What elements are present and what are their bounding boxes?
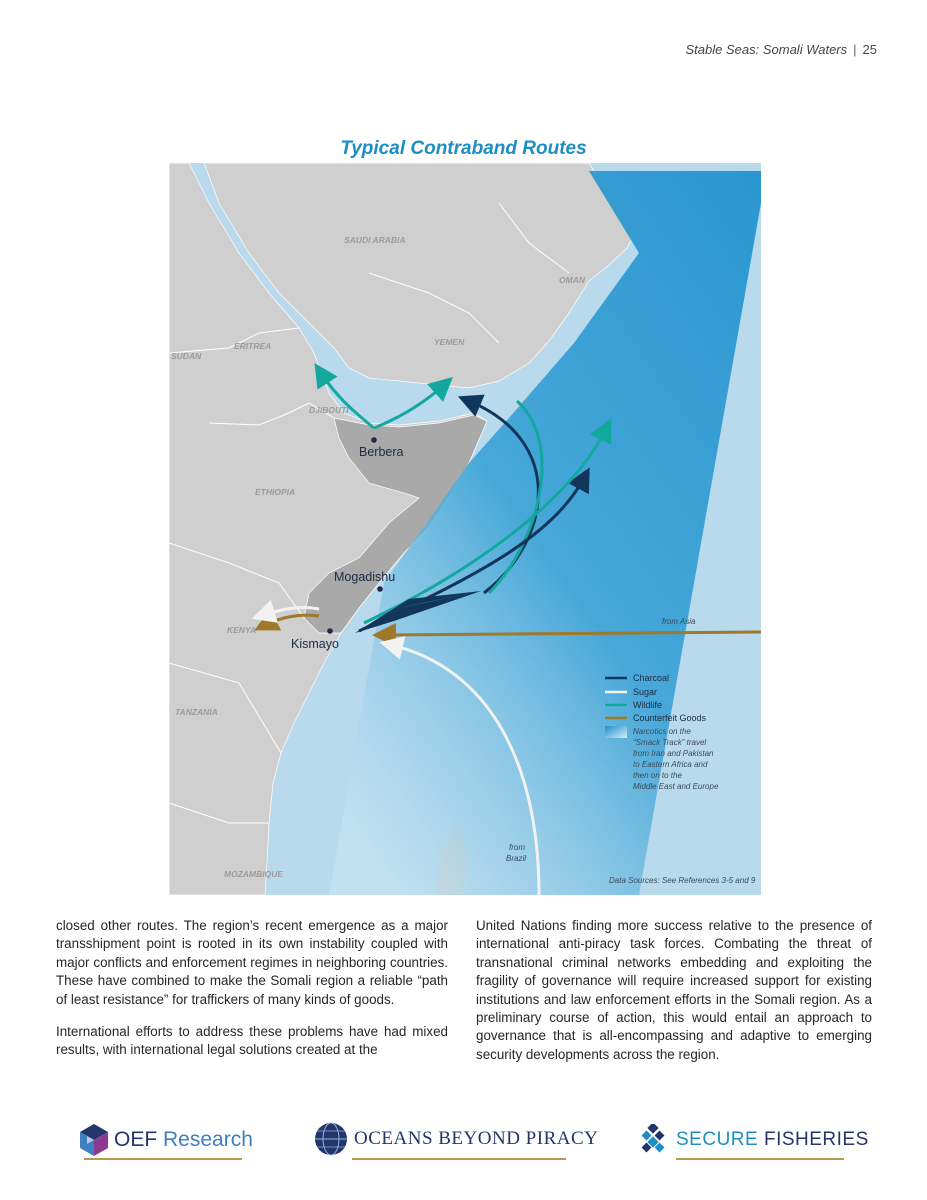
oef-main-text: OEF (114, 1128, 158, 1151)
header-separator: | (853, 42, 857, 57)
country-label: DJIBOUTI (309, 405, 349, 415)
publication-title: Stable Seas: Somali Waters (685, 42, 848, 57)
country-label: SUDAN (171, 351, 202, 361)
country-label: YEMEN (434, 337, 465, 347)
sf-main-text: SECURE (676, 1129, 759, 1150)
source-label: from Asia (662, 617, 696, 626)
oef-sub-text: Research (163, 1128, 253, 1151)
sf-mark-icon (638, 1124, 668, 1156)
legend-label: Charcoal (633, 673, 670, 683)
legend-note: from Iran and Pakistan (633, 749, 714, 758)
footer-logos (0, 1122, 927, 1172)
sf-underline (676, 1158, 844, 1160)
source-label: from (509, 843, 525, 852)
country-label: TANZANIA (175, 707, 218, 717)
paragraph: closed other routes. The region’s recent emergence as a major transshipment point is rooted in its own instability coupled with major conflicts and enforcement regimes in neighboring countries. These have combined to make the Somali region a reliable “path of least resistance” for traffickers of many kinds of goods. (56, 918, 448, 1007)
legend-label: Counterfeit Goods (633, 713, 707, 723)
secure-fisheries-logo (638, 1124, 869, 1156)
body-column-right (476, 917, 872, 1078)
city-label: Kismayo (291, 637, 339, 651)
legend-note: to Eastern Africa and (633, 760, 708, 769)
legend-note: Narcotics on the (633, 727, 691, 736)
page-number: 25 (862, 42, 877, 57)
paragraph: International efforts to address these problems have had mixed results, with international legal solutions created at the (56, 1024, 448, 1058)
body-column-left (56, 917, 448, 1074)
source-label: Brazil (506, 854, 527, 863)
country-label: ERITREA (234, 341, 272, 351)
globe-icon (314, 1122, 348, 1156)
country-label: OMAN (559, 275, 585, 285)
city-dot-kismayo (327, 628, 333, 634)
city-label: Mogadishu (334, 570, 396, 584)
obp-underline (352, 1158, 566, 1160)
legend-narcotics-swatch (605, 726, 627, 738)
obp-text: OCEANS BEYOND PIRACY (354, 1128, 599, 1149)
page-header (686, 42, 877, 57)
legend-label: Wildlife (633, 700, 663, 710)
oceans-beyond-piracy-logo (314, 1122, 598, 1156)
sf-sub-text: FISHERIES (763, 1129, 869, 1150)
legend-label: Sugar (633, 687, 658, 697)
legend-note: then on to the (633, 771, 682, 780)
map-title: Typical Contraband Routes (340, 138, 587, 159)
city-label: Berbera (359, 445, 404, 459)
paragraph: United Nations finding more success relative to the presence of international anti-piracy task forces. Combating the threat of transnational criminal networks embedding and exploiting the fragility of governance will require increased support for existing institutions and law enforcement efforts in the Somali region. As a preliminary course of action, this would entail an approach to governance that is all-encompassing and adaptive to emerging security developments across the region. (476, 918, 872, 1062)
country-label: KENYA (227, 625, 257, 635)
city-dot-berbera (371, 437, 377, 443)
data-sources-note: Data Sources: See References 3-5 and 9 (609, 876, 756, 885)
oef-underline (84, 1158, 242, 1160)
city-dot-mogadishu (377, 586, 383, 592)
country-label: SAUDI ARABIA (344, 235, 406, 245)
contraband-routes-map (169, 163, 761, 895)
country-label: ETHIOPIA (255, 487, 296, 497)
oef-mark-icon (80, 1124, 108, 1156)
legend-note: Middle East and Europe (633, 782, 719, 791)
oef-research-logo (80, 1124, 253, 1156)
country-label: MOZAMBIQUE (224, 869, 284, 879)
legend-note: “Smack Track” travel (633, 738, 707, 747)
